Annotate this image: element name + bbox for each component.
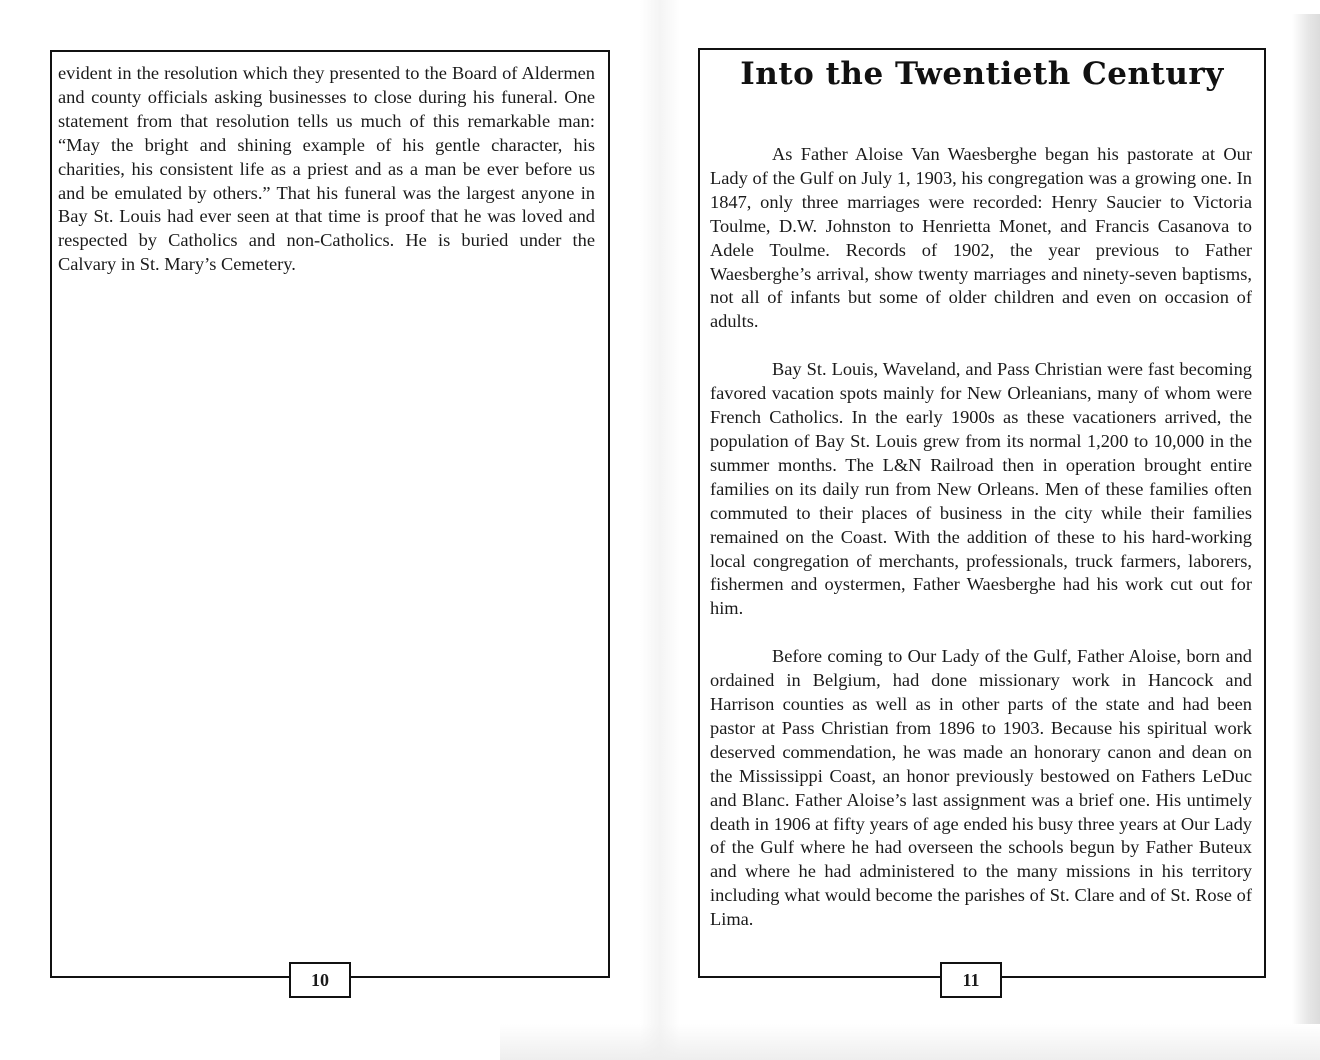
book-gutter: [640, 0, 680, 1060]
page-edge-shadow: [1292, 14, 1320, 1024]
scan-shadow: [500, 1024, 1320, 1060]
left-paragraph-1: evident in the resolution which they presented to the Board of Aldermen and county officials asking businesses to close during his funeral. One statement from that resolution tells us much of this remarkable man: “May the bright and shining example of his gentle character, his charities, his consistent life as a priest and as a man be ever before us and be emulated by others.” That his funeral was the largest anyone in Bay St. Louis had ever seen at that time is proof that he was loved and respected by Catholics and non-Catholics. He is buried under the Calvary in St. Mary’s Cemetery.: [58, 63, 595, 275]
right-paragraph-1: As Father Aloise Van Waesberghe began his pastorate at Our Lady of the Gulf on July 1, 1903, his congregation was a growing one. In 1847, only three marriages were recorded: Henry Saucier to Victoria Toulme, D.W. Johnston to Henrietta Monet, and Francis Casanova to Adele Toulme. Records of 1902, the year previous to Father Waesberghe’s arrival, show twenty marriages and ninety-seven baptisms, not all of infants but some of older children and even on occasion of adults.: [710, 144, 1252, 332]
right-page-number: 11: [940, 962, 1002, 998]
right-paragraph-2: Bay St. Louis, Waveland, and Pass Christian were fast becoming favored vacation spots mainly for New Orleanians, many of whom were French Catholics. In the early 1900s as these vacationers arrived, the population of Bay St. Louis grew from its normal 1,200 to 10,000 in the summer months. The L&N Railroad then in operation brought entire families on its daily run from New Orleans. Men of these families often commuted to their places of business in the city while their families remained on the Coast. With the addition of these to his hard-working local congregation of merchants, professionals, truck farmers, laborers, fishermen and oystermen, Father Waesberghe had his work cut out for him.: [710, 359, 1252, 619]
right-page-body: [710, 143, 1252, 932]
chapter-title: Into the Twentieth Century: [740, 56, 1224, 92]
right-paragraph-3: Before coming to Our Lady of the Gulf, Father Aloise, born and ordained in Belgium, had done missionary work in Hancock and Harrison counties as well as in other parts of the state and had been pastor at Pass Christian from 1896 to 1903. Because his spiritual work deserved commendation, he was made an honorary canon and dean on the Mississippi Coast, an honor previously bestowed on Fathers LeDuc and Blanc. Father Aloise’s last assignment was a brief one. His untimely death in 1906 at fifty years of age ended his busy three years at Our Lady of the Gulf where he had overseen the schools begun by Father Buteux and where he had administered to the many missions in his territory including what would become the parishes of St. Clare and of St. Rose of Lima.: [710, 646, 1252, 930]
left-page-number: 10: [289, 962, 351, 998]
left-page-body: [58, 62, 595, 277]
